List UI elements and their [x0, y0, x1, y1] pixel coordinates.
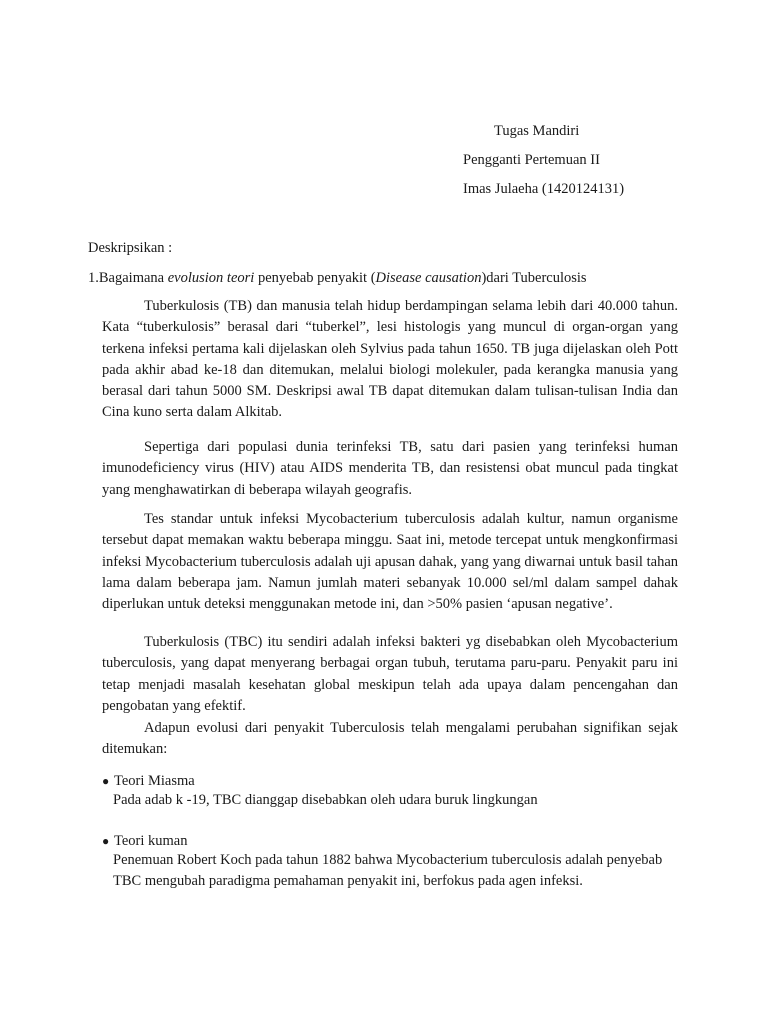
bullet-description: Pada adab k -19, TBC dianggap disebabkan oleh udara buruk lingkungan	[113, 792, 538, 808]
author-line: Imas Julaeha (1420124131)	[463, 181, 625, 197]
question-italic-term-1: evolusion teori	[167, 270, 255, 286]
bullet-description-line-1: Penemuan Robert Koch pada tahun 1882 bahwa Mycobacterium tuberculosis adalah penyebab	[113, 852, 663, 868]
paragraph-5: Adapun evolusi dari penyakit Tuberculosis telah mengalami perubahan signifikan sejak ditemukan:	[102, 720, 678, 758]
question-prefix: 1.Bagaimana	[88, 270, 168, 286]
bullet-icon: ●	[102, 834, 110, 848]
paragraph-2: Sepertiga dari populasi dunia terinfeksi TB, satu dari pasien yang terinfeksi human imunodeficiency virus (HIV) atau AIDS menderita TB, dan resistensi obat muncul pada tingkat yang menghawatirkan di beberapa wilayah geografis.	[102, 439, 678, 498]
instruction-label: Deskripsikan :	[88, 240, 173, 256]
bullet-item-miasma	[102, 772, 195, 790]
question-heading	[88, 269, 587, 287]
assignment-title: Tugas Mandiri	[494, 123, 580, 139]
bullet-icon: ●	[102, 774, 110, 788]
question-mid: penyebab penyakit (	[254, 270, 376, 286]
question-suffix: )dari Tuberculosis	[481, 270, 587, 286]
paragraph-4: Tuberkulosis (TBC) itu sendiri adalah infeksi bakteri yg disebabkan oleh Mycobacterium tuberculosis, yang dapat menyerang berbagai organ tubuh, terutama paru-paru. Penyakit paru ini tetap menjadi masalah kesehatan global meskipun telah ada upaya dalam pencengahan dan pengobatan yang efektif.	[102, 634, 678, 714]
paragraph-1: Tuberkulosis (TB) dan manusia telah hidup berdampingan selama lebih dari 40.000 tahun. Kata “tuberkulosis” berasal dari “tuberkel”, lesi histologis yang muncul di organ-organ yang terkena infeksi pertama kali dijelaskan oleh Sylvius pada tahun 1650. TB juga dijelaskan oleh Pott pada akhir abad ke-18 dan ditemukan, melalui biologi molekuler, pada kerangka manusia yang berasal dari tahun 5000 SM. Deskripsi awal TB dapat ditemukan dalam tulisan-tulisan India dan Cina kuno serta dalam Alkitab.	[102, 298, 678, 421]
bullet-title: Teori kuman	[114, 833, 188, 849]
assignment-subtitle: Pengganti Pertemuan II	[463, 152, 600, 168]
question-italic-term-2: Disease causation	[375, 270, 482, 286]
bullet-item-kuman	[102, 832, 187, 850]
paragraph-3: Tes standar untuk infeksi Mycobacterium tuberculosis adalah kultur, namun organisme tersebut dapat memakan waktu beberapa minggu. Saat ini, metode tercepat untuk mengkonfirmasi infeksi Mycobacterium tuberculosis adalah uji apusan dahak, yang yang diwarnai untuk basil tahan lama dalam beberapa jam. Namun jumlah materi sebanyak 10.000 sel/ml dalam sampel dahak diperlukan untuk deteksi menggunakan metode ini, dan >50% pasien ‘apusan negative’.	[102, 511, 678, 613]
bullet-title: Teori Miasma	[114, 773, 195, 789]
bullet-description-line-2: TBC mengubah paradigma pemahaman penyakit ini, berfokus pada agen infeksi.	[113, 873, 583, 889]
